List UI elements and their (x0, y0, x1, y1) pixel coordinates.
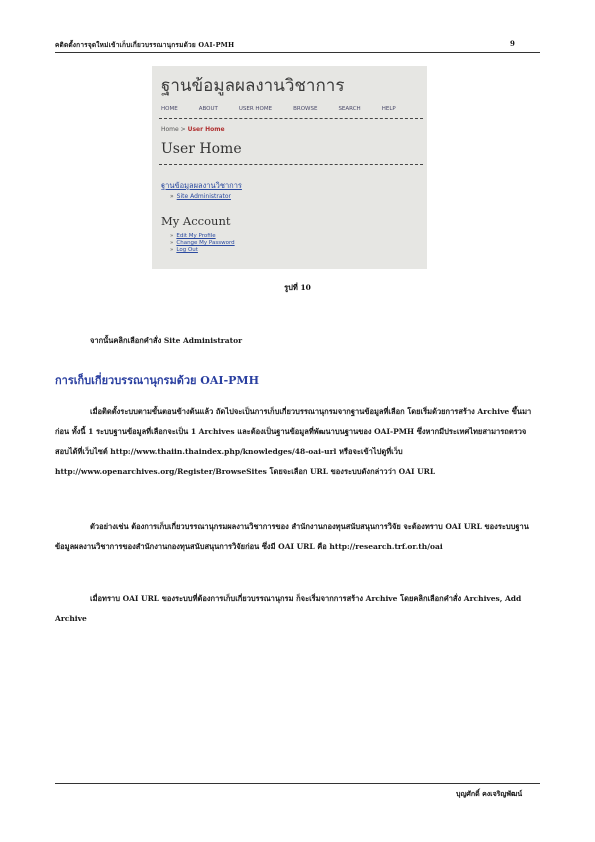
running-header-title: คติดตั้งการจุดใหม่เข้าเก็บเกี่ยวบรรณานุกรมด้วย OAI-PMH (55, 41, 235, 49)
footer-rule (55, 783, 540, 784)
site-administrator-link[interactable]: Site Administrator (176, 193, 231, 200)
role-item (170, 193, 231, 200)
breadcrumb-current[interactable]: User Home (187, 126, 225, 133)
paragraph-3 (55, 517, 535, 557)
paragraph-1 (55, 331, 535, 351)
embedded-screenshot (152, 66, 427, 269)
site-nav (161, 106, 417, 112)
breadcrumb-separator: > (180, 126, 186, 133)
nav-search[interactable]: SEARCH (338, 106, 361, 112)
paragraph-3-text: ตัวอย่างเช่น ต้องการเก็บเกี่ยวบรรณานุกรมผลงานวิชาการของ สำนักงานกองทุนสนับสนุนการวิจัย จะต้องทราบ OAI URL ของระบบฐานข้อมูลผลงานวิชาการของสำนักงานกองทุนสนับสนุนการวิจัยก่อน ซึ่งมี OAI URL คือ http://research.trf.or.th/oai (55, 522, 529, 551)
page-number: 9 (510, 39, 515, 48)
page-heading: User Home (161, 141, 242, 157)
bullet-icon: » (170, 193, 174, 200)
change-password-link[interactable]: Change My Password (176, 240, 235, 246)
paragraph-2 (55, 402, 535, 482)
list-item (170, 247, 235, 254)
bullet-icon: » (170, 247, 174, 253)
edit-profile-link[interactable]: Edit My Profile (176, 233, 216, 239)
breadcrumb-home[interactable]: Home (161, 126, 179, 133)
nav-about[interactable]: ABOUT (198, 106, 218, 112)
footer-author: บุญศักดิ์ คงเจริญพัฒน์ (456, 789, 523, 798)
bullet-icon: » (170, 240, 174, 246)
breadcrumb (161, 126, 225, 133)
nav-home[interactable]: HOME (161, 106, 178, 112)
paragraph-4 (55, 589, 535, 629)
nav-user-home[interactable]: USER HOME (238, 106, 273, 112)
log-out-link[interactable]: Log Out (176, 247, 198, 253)
account-links (170, 233, 235, 254)
nav-help[interactable]: HELP (381, 106, 396, 112)
list-item (170, 240, 235, 247)
site-title: ฐานข้อมูลผลงานวิชาการ (161, 76, 345, 96)
header-rule (55, 52, 540, 53)
list-item (170, 233, 235, 240)
paragraph-1-text: จากนั้นคลิกเลือกคำสั่ง Site Administrator (90, 336, 243, 345)
figure-caption: รูปที่ 10 (284, 283, 311, 292)
account-heading: My Account (161, 214, 231, 228)
paragraph-2-text: เมื่อติดตั้งระบบตามขั้นตอนข้างต้นแล้ว ถัดไปจะเป็นการเก็บเกี่ยวบรรณานุกรมจากฐานข้อมูลที่เลือก โดยเริ่มด้วยการสร้าง Archive ขึ้นมาก่อน ทั้งนี้ 1 ระบบฐานข้อมูลที่เลือกจะเป็น 1 Archives และต้องเป็นฐานข้อมูลที่พัฒนาบนฐานของ OAI-PMH ซึ่งหากมีประเทศไทยสามารถตรวจสอบได้ที่เว็บไซต์ http://www.thaiin.thaindex.php/knowledges/48-oai-url หรือจะเข้าไปดูที่เว็บ http://www.openarchives.org/Register/BrowseSites โดยจะเลือก URL ของระบบดังกล่าวว่า OAI URL (55, 407, 532, 476)
paragraph-4-text: เมื่อทราบ OAI URL ของระบบที่ต้องการเก็บเกี่ยวบรรณานุกรม ก็จะเริ่มจากการสร้าง Archive โดยคลิกเลือกคำสั่ง Archives, Add Archive (55, 594, 522, 623)
section-heading: การเก็บเกี่ยวบรรณานุกรมด้วย OAI-PMH (55, 374, 259, 387)
journal-link[interactable]: ฐานข้อมูลผลงานวิชาการ (161, 181, 242, 190)
heading-divider (159, 164, 423, 165)
nav-browse[interactable]: BROWSE (293, 106, 318, 112)
nav-divider (159, 118, 423, 119)
bullet-icon: » (170, 233, 174, 239)
